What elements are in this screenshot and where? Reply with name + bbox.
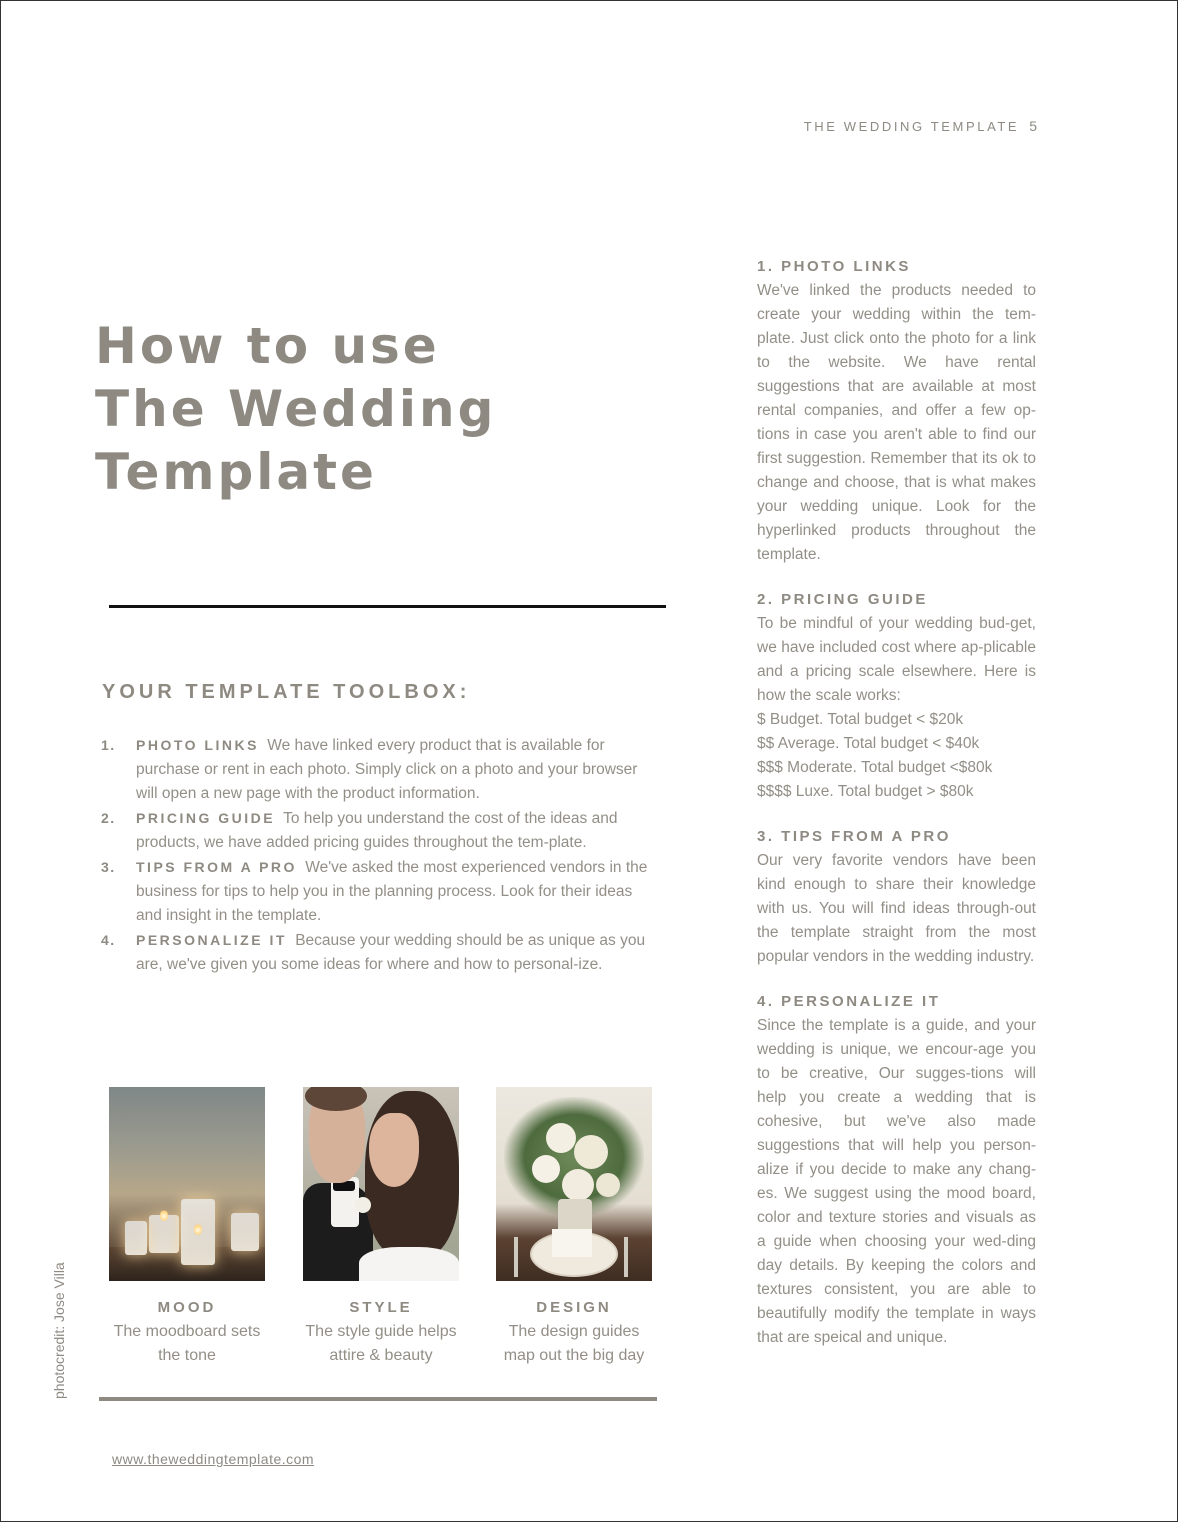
page-number: 5 xyxy=(1029,118,1037,134)
page-title xyxy=(95,315,496,504)
bride-dress xyxy=(359,1247,459,1281)
style-photo[interactable] xyxy=(303,1087,459,1281)
toolbox-item-number: 3. xyxy=(101,859,116,875)
photo-credit: photocredit: Jose Villa xyxy=(51,1262,67,1399)
menu-card xyxy=(552,1229,592,1257)
candle xyxy=(125,1221,147,1255)
toolbox-list xyxy=(101,733,649,977)
toolbox-item-number: 4. xyxy=(101,932,116,948)
caption-line: the tone xyxy=(158,1347,216,1364)
flower xyxy=(562,1169,594,1201)
caption-line: The moodboard sets xyxy=(113,1323,261,1340)
section-tips xyxy=(757,827,1036,969)
feature-caption xyxy=(489,1320,659,1368)
caption-line: map out the big day xyxy=(503,1347,645,1364)
toolbox-item xyxy=(101,806,649,855)
section-personalize xyxy=(757,992,1036,1350)
website-link[interactable]: www.theweddingtemplate.com xyxy=(112,1451,315,1467)
flower xyxy=(532,1155,560,1183)
mood-photo[interactable] xyxy=(109,1087,265,1281)
feature-title: DESIGN xyxy=(536,1299,612,1316)
candle-flame xyxy=(160,1209,168,1221)
toolbox-item-text: To help you understand the cost of the ideas and products, we have added pricing guides throughout the tem-plate. xyxy=(136,810,618,851)
fork xyxy=(514,1237,518,1277)
section-body: Since the template is a guide, and your wedding is unique, we encour-age you to be creative, Our sugges-tions will help you create a wedding that is cohesive, but we've also made suggestions that will help you person-alize if you decide to make any chang-es. We suggest using the mood board, color and texture stories and visuals as a guide when choosing your wed-ding day details. By keeping the colors and textures consistent, you are able to beautifully modify the template in ways that are speical and unique. xyxy=(757,1017,1036,1346)
toolbox-item-text: Because your wedding should be as unique as you are, we've given you some ideas for where and how to personal-ize. xyxy=(136,932,646,973)
candle-flame xyxy=(194,1223,202,1235)
pricing-scale-line: $$ Average. Total budget < $40k xyxy=(757,735,980,752)
boutonniere xyxy=(355,1197,371,1213)
section-body: We've linked the products needed to create your wedding within the tem-plate. Just click onto the photo for a link to the website. We have rental suggestions that are available at most rental companies, and offer a few op-tions in case you aren't able to find our first suggestion. Remember that its ok to change and choose, that is what makes your wedding unique. Look for the hyperlinked products throughout the template. xyxy=(757,282,1036,563)
feature-design xyxy=(489,1087,659,1368)
toolbox-item-term: TIPS FROM A PRO xyxy=(136,859,297,875)
title-line-2: The Wedding xyxy=(95,380,497,438)
section-photo-links xyxy=(757,257,1036,567)
section-heading: 3. TIPS FROM A PRO xyxy=(757,828,951,845)
toolbox-item-number: 2. xyxy=(101,810,116,826)
caption-line: attire & beauty xyxy=(329,1347,433,1364)
toolbox-item-term: PHOTO LINKS xyxy=(136,737,259,753)
feature-title: STYLE xyxy=(349,1299,413,1316)
section-body: To be mindful of your wedding bud-get, we have included cost where ap-plicable and a pricing scale elsewhere. Here is how the scale works: xyxy=(757,615,1036,704)
flower xyxy=(546,1123,576,1153)
section-heading: 2. PRICING GUIDE xyxy=(757,591,928,608)
divider-gray xyxy=(99,1397,657,1401)
toolbox-item xyxy=(101,733,649,806)
caption-line: The design guides xyxy=(508,1323,640,1340)
feature-title: MOOD xyxy=(157,1299,217,1316)
title-line-3: Template xyxy=(95,443,377,501)
toolbox-item-term: PRICING GUIDE xyxy=(136,810,276,826)
candle xyxy=(231,1213,259,1251)
toolbox-item-text: We've asked the most experienced vendors in the business for tips to help you in the planning process. Look for their ideas and insight in the template. xyxy=(136,859,648,924)
vase xyxy=(558,1199,592,1233)
feature-style xyxy=(296,1087,466,1368)
feature-caption xyxy=(102,1320,272,1368)
running-header xyxy=(804,118,1037,134)
pricing-scale-line: $$$$ Luxe. Total budget > $80k xyxy=(757,783,974,800)
toolbox-item-text: We have linked every product that is available for purchase or rent in each photo. Simply click on a photo and your browser will open a new page with the product information. xyxy=(136,737,638,802)
toolbox-item-number: 1. xyxy=(101,737,116,753)
divider-black xyxy=(109,605,666,608)
section-body: Our very favorite vendors have been kind enough to share their knowledge with us. You will find ideas through-out the template straight from the most popular vendors in the wedding industry. xyxy=(757,852,1036,965)
sidebar-column xyxy=(757,257,1036,1373)
section-pricing-guide xyxy=(757,590,1036,804)
pricing-scale-line: $ Budget. Total budget < $20k xyxy=(757,711,964,728)
toolbox-heading: YOUR TEMPLATE TOOLBOX: xyxy=(102,681,471,703)
toolbox-item xyxy=(101,855,649,928)
section-heading: 4. PERSONALIZE IT xyxy=(757,993,941,1010)
pricing-scale-line: $$$ Moderate. Total budget <$80k xyxy=(757,759,993,776)
flower xyxy=(574,1135,608,1169)
section-heading: 1. PHOTO LINKS xyxy=(757,258,911,275)
knife xyxy=(624,1237,628,1277)
design-photo[interactable] xyxy=(496,1087,652,1281)
feature-mood xyxy=(102,1087,272,1368)
caption-line: The style guide helps xyxy=(305,1323,457,1340)
running-title: THE WEDDING TEMPLATE xyxy=(803,119,1020,134)
feature-caption xyxy=(296,1320,466,1368)
bride-face xyxy=(369,1113,419,1187)
toolbox-item xyxy=(101,928,649,977)
toolbox-item-term: PERSONALIZE IT xyxy=(136,932,287,948)
flower xyxy=(596,1173,620,1197)
title-line-1: How to use xyxy=(95,317,440,375)
